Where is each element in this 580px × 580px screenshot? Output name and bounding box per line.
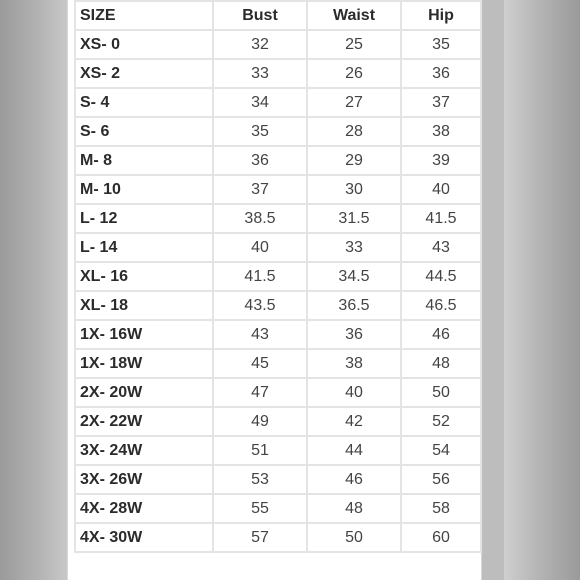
cell-hip: 46.5 [401, 291, 481, 320]
cell-size: S- 6 [75, 117, 213, 146]
cell-size: 2X- 22W [75, 407, 213, 436]
cell-bust: 49 [213, 407, 307, 436]
cell-waist: 38 [307, 349, 401, 378]
header-waist: Waist [307, 1, 401, 30]
cell-bust: 33 [213, 59, 307, 88]
cell-bust: 53 [213, 465, 307, 494]
table-row [75, 146, 481, 175]
cell-waist: 25 [307, 30, 401, 59]
cell-size: XL- 18 [75, 291, 213, 320]
table-row [75, 349, 481, 378]
cell-hip: 46 [401, 320, 481, 349]
header-hip: Hip [401, 1, 481, 30]
cell-size: 1X- 18W [75, 349, 213, 378]
table-row [75, 204, 481, 233]
cell-waist: 48 [307, 494, 401, 523]
cell-bust: 36 [213, 146, 307, 175]
cell-hip: 54 [401, 436, 481, 465]
cell-size: XS- 2 [75, 59, 213, 88]
cell-waist: 40 [307, 378, 401, 407]
cell-hip: 50 [401, 378, 481, 407]
cell-size: 3X- 26W [75, 465, 213, 494]
table-row [75, 436, 481, 465]
cell-hip: 56 [401, 465, 481, 494]
cell-bust: 34 [213, 88, 307, 117]
cell-hip: 36 [401, 59, 481, 88]
cell-hip: 39 [401, 146, 481, 175]
table-row [75, 291, 481, 320]
cell-waist: 27 [307, 88, 401, 117]
cell-bust: 43 [213, 320, 307, 349]
cell-size: L- 12 [75, 204, 213, 233]
cell-waist: 26 [307, 59, 401, 88]
cell-waist: 29 [307, 146, 401, 175]
cell-size: 4X- 30W [75, 523, 213, 552]
cell-size: XS- 0 [75, 30, 213, 59]
cell-bust: 38.5 [213, 204, 307, 233]
cell-bust: 51 [213, 436, 307, 465]
cell-bust: 40 [213, 233, 307, 262]
size-chart-body [75, 30, 481, 552]
cell-hip: 58 [401, 494, 481, 523]
cell-hip: 41.5 [401, 204, 481, 233]
header-bust: Bust [213, 1, 307, 30]
table-row [75, 523, 481, 552]
cell-size: S- 4 [75, 88, 213, 117]
cell-bust: 35 [213, 117, 307, 146]
cell-waist: 44 [307, 436, 401, 465]
cell-bust: 55 [213, 494, 307, 523]
table-row [75, 59, 481, 88]
cell-bust: 47 [213, 378, 307, 407]
cell-hip: 44.5 [401, 262, 481, 291]
cell-bust: 57 [213, 523, 307, 552]
cell-bust: 37 [213, 175, 307, 204]
table-row [75, 262, 481, 291]
cell-hip: 48 [401, 349, 481, 378]
size-chart-table [74, 0, 482, 553]
cell-waist: 36 [307, 320, 401, 349]
table-row [75, 494, 481, 523]
cell-bust: 41.5 [213, 262, 307, 291]
table-row [75, 233, 481, 262]
cell-waist: 30 [307, 175, 401, 204]
cell-hip: 43 [401, 233, 481, 262]
cell-waist: 34.5 [307, 262, 401, 291]
cell-size: XL- 16 [75, 262, 213, 291]
cell-waist: 33 [307, 233, 401, 262]
cell-size: 2X- 20W [75, 378, 213, 407]
cell-hip: 40 [401, 175, 481, 204]
cell-bust: 32 [213, 30, 307, 59]
header-size: SIZE [75, 1, 213, 30]
cell-waist: 36.5 [307, 291, 401, 320]
right-shadow-margin [504, 0, 580, 580]
cell-hip: 38 [401, 117, 481, 146]
cell-size: M- 8 [75, 146, 213, 175]
left-shadow-margin [0, 0, 76, 580]
cell-size: 3X- 24W [75, 436, 213, 465]
cell-waist: 46 [307, 465, 401, 494]
cell-waist: 28 [307, 117, 401, 146]
cell-waist: 50 [307, 523, 401, 552]
cell-hip: 60 [401, 523, 481, 552]
cell-bust: 45 [213, 349, 307, 378]
table-row [75, 175, 481, 204]
cell-size: L- 14 [75, 233, 213, 262]
cell-size: 1X- 16W [75, 320, 213, 349]
cell-waist: 42 [307, 407, 401, 436]
table-row [75, 465, 481, 494]
table-row [75, 378, 481, 407]
cell-hip: 37 [401, 88, 481, 117]
table-row [75, 320, 481, 349]
table-row [75, 117, 481, 146]
cell-hip: 35 [401, 30, 481, 59]
cell-hip: 52 [401, 407, 481, 436]
cell-size: M- 10 [75, 175, 213, 204]
table-row [75, 407, 481, 436]
table-row [75, 30, 481, 59]
cell-size: 4X- 28W [75, 494, 213, 523]
table-row [75, 88, 481, 117]
cell-bust: 43.5 [213, 291, 307, 320]
header-row [75, 1, 481, 30]
cell-waist: 31.5 [307, 204, 401, 233]
